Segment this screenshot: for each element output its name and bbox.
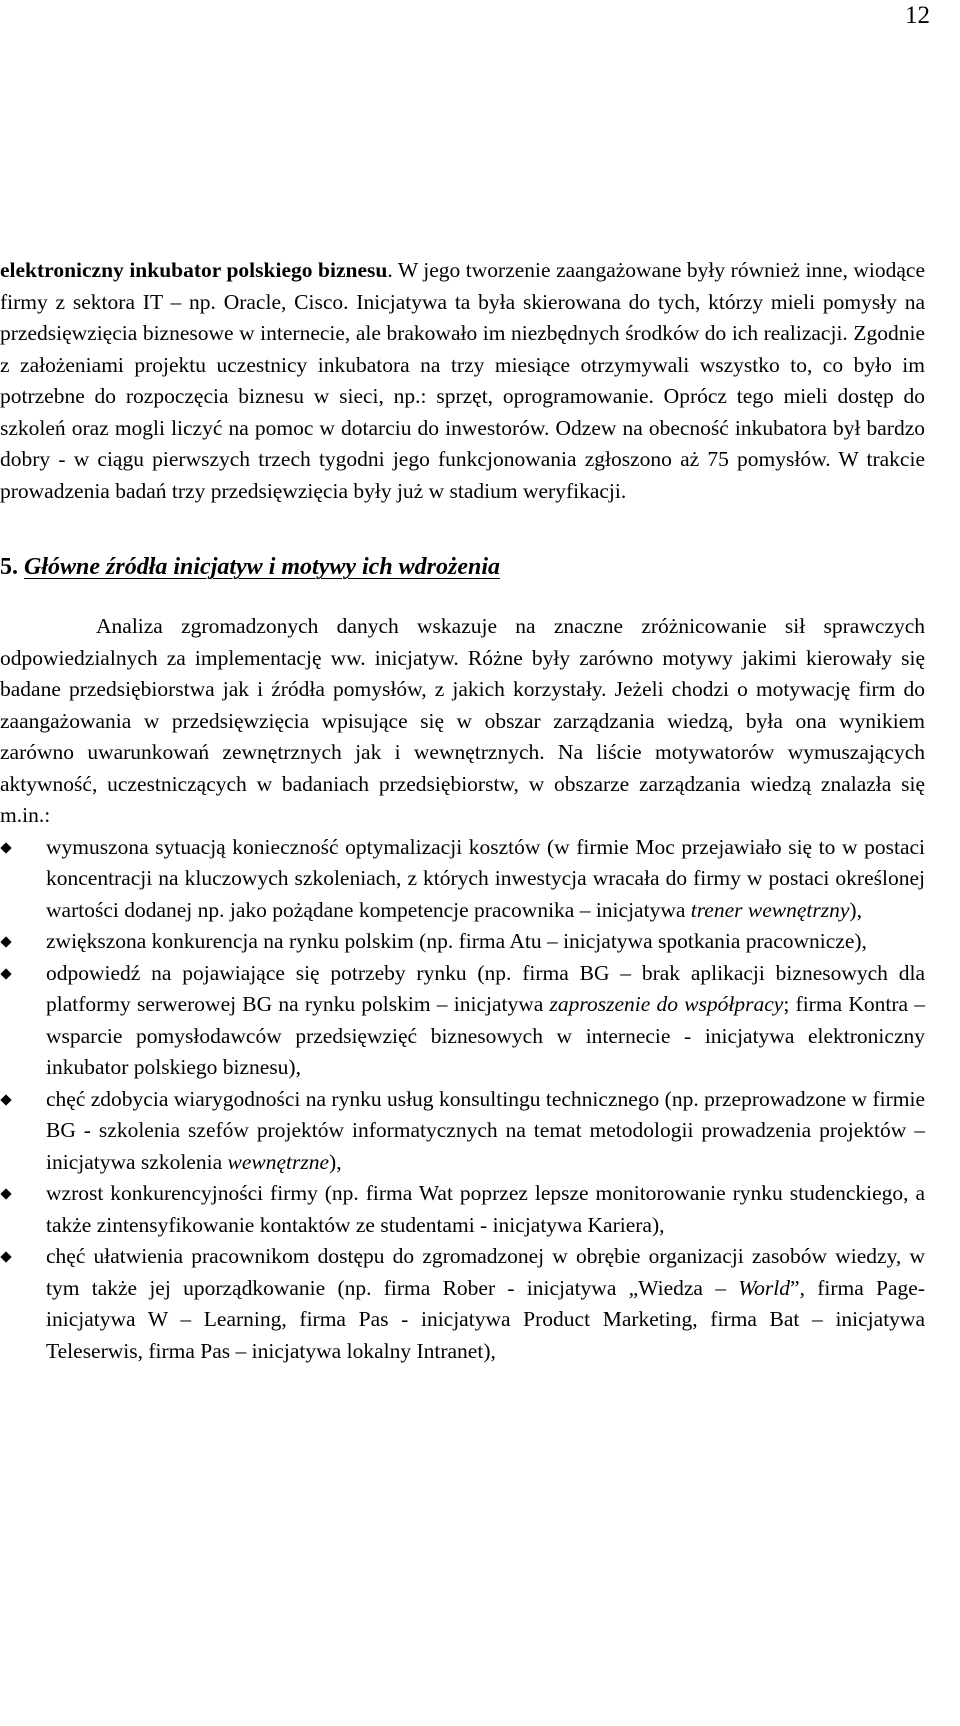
list-item-italic: trener wewnętrzny — [690, 897, 850, 922]
page-number: 12 — [905, 2, 930, 29]
list-item-italic: zaproszenie do współpracy — [549, 992, 784, 1016]
page-content — [0, 253, 925, 1367]
list-item-text-end: ), — [329, 1149, 342, 1174]
section-heading — [0, 552, 925, 583]
diamond-bullet-icon — [0, 937, 11, 948]
list-item-text: zwiększona konkurencja na rynku polskim (np. firma Atu – inicjatywa spotkania pracownicze), — [46, 929, 867, 953]
diamond-bullet-icon — [0, 843, 11, 854]
list-item — [0, 1178, 925, 1241]
list-item-text: wzrost konkurencyjności firmy (np. firma Wat poprzez lepsze monitorowanie rynku studenckiego, a także zintensyfikowanie kontaktów ze studentami - inicjatywa Kariera), — [46, 1181, 925, 1237]
list-item — [0, 1241, 925, 1367]
list-item — [0, 958, 925, 1084]
list-item — [0, 832, 925, 927]
motivator-list — [0, 832, 925, 1368]
diamond-bullet-icon — [0, 1095, 11, 1106]
list-item-text: chęć zdobycia wiarygodności na rynku usług konsultingu technicznego (np. przeprowadzone w firmie BG - szkolenia szefów projektów informatycznych na temat metodologii prowadzenia projektów – inicjatywa szkolenia — [46, 1086, 925, 1174]
diamond-bullet-icon — [0, 1189, 11, 1200]
list-item-text-end: ; firma Kontra – wsparcie pomysłodawców przedsięwzięć biznesowych w internecie - inicjatywa elektroniczny inkubator polskiego biznesu), — [46, 992, 925, 1079]
body-paragraph-text: Analiza zgromadzonych danych wskazuje na znaczne zróżnicowanie sił sprawczych odpowiedzialnych za implementację ww. inicjatyw. Różne były zarówno motywy jakimi kierowały się badane przedsiębiorstwa jak i źródła pomysłów, z jakich korzystały. Jeżeli chodzi o motywację firm do zaangażowania w przedsięwzięcia wpisujące się w obszar zarządzania wiedzą, była ona wynikiem zarówno uwarunkowań zewnętrznych jak i wewnętrznych. Na liście motywatorów wymuszających aktywność, uczestniczących w badaniach przedsiębiorstw, w obszarze zarządzania wiedzą znalazła się m.in.: — [0, 614, 925, 827]
list-item — [0, 926, 925, 958]
list-item-text: chęć ułatwienia pracownikom dostępu do zgromadzonej w obrębie organizacji zasobów wiedzy, w tym także jej uporządkowanie (np. firma Rober - inicjatywa „Wiedza – — [46, 1244, 925, 1300]
intro-paragraph — [0, 255, 925, 507]
list-item-text: odpowiedź na pojawiające się potrzeby rynku (np. firma BG – brak aplikacji biznesowych dla platformy serwerowej BG na rynku polskim – inicjatywa — [46, 960, 925, 1016]
intro-bold-lead: elektroniczny inkubator polskiego biznesu — [0, 258, 388, 282]
list-item-text-end: ), — [849, 897, 862, 922]
section-title: Główne źródła inicjatyw i motywy ich wdrożenia — [24, 554, 501, 580]
intro-text: . W jego tworzenie zaangażowane były również inne, wiodące firmy z sektora IT – np. Oracle, Cisco. Inicjatywa ta była skierowana do tych, którzy mieli pomysły na przedsięwzięcia biznesowe w internecie, ale brakowało im niezbędnych środków do ich realizacji. Zgodnie z założeniami projektu uczestnicy inkubatora na trzy miesiące otrzymywali wszystko to, co było im potrzebne do rozpoczęcia biznesu w sieci, np.: sprzęt, oprogramowanie. Oprócz tego mieli dostęp do szkoleń oraz mogli liczyć na pomoc w dotarciu do inwestorów. Odzew na obecność inkubatora był bardzo dobry - w ciągu pierwszych trzech tygodni jego funkcjonowania zgłoszono aż 75 pomysłów. W trakcie prowadzenia badań trzy przedsięwzięcia były już w stadium weryfikacji. — [0, 258, 925, 503]
list-item-text-end: ”, firma Page- inicjatywa W – Learning, firma Pas - inicjatywa Product Marketing, firma Bat – inicjatywa Teleserwis, firma Pas – inicjatywa lokalny Intranet), — [46, 1275, 925, 1363]
diamond-bullet-icon — [0, 969, 11, 980]
list-item — [0, 1084, 925, 1179]
list-item-italic: World — [738, 1275, 791, 1300]
list-item-italic: wewnętrzne — [227, 1149, 330, 1174]
body-paragraph — [0, 611, 925, 832]
section-number: 5. — [0, 554, 24, 580]
list-item-text: wymuszona sytuacją konieczność optymalizacji kosztów (w firmie Moc przejawiało się to w postaci koncentracji na kluczowych szkoleniach, z których inwestycja wracała do firmy w postaci określonej wartości dodanej np. jako pożądane kompetencje pracownika – inicjatywa — [46, 834, 925, 922]
diamond-bullet-icon — [0, 1252, 11, 1263]
